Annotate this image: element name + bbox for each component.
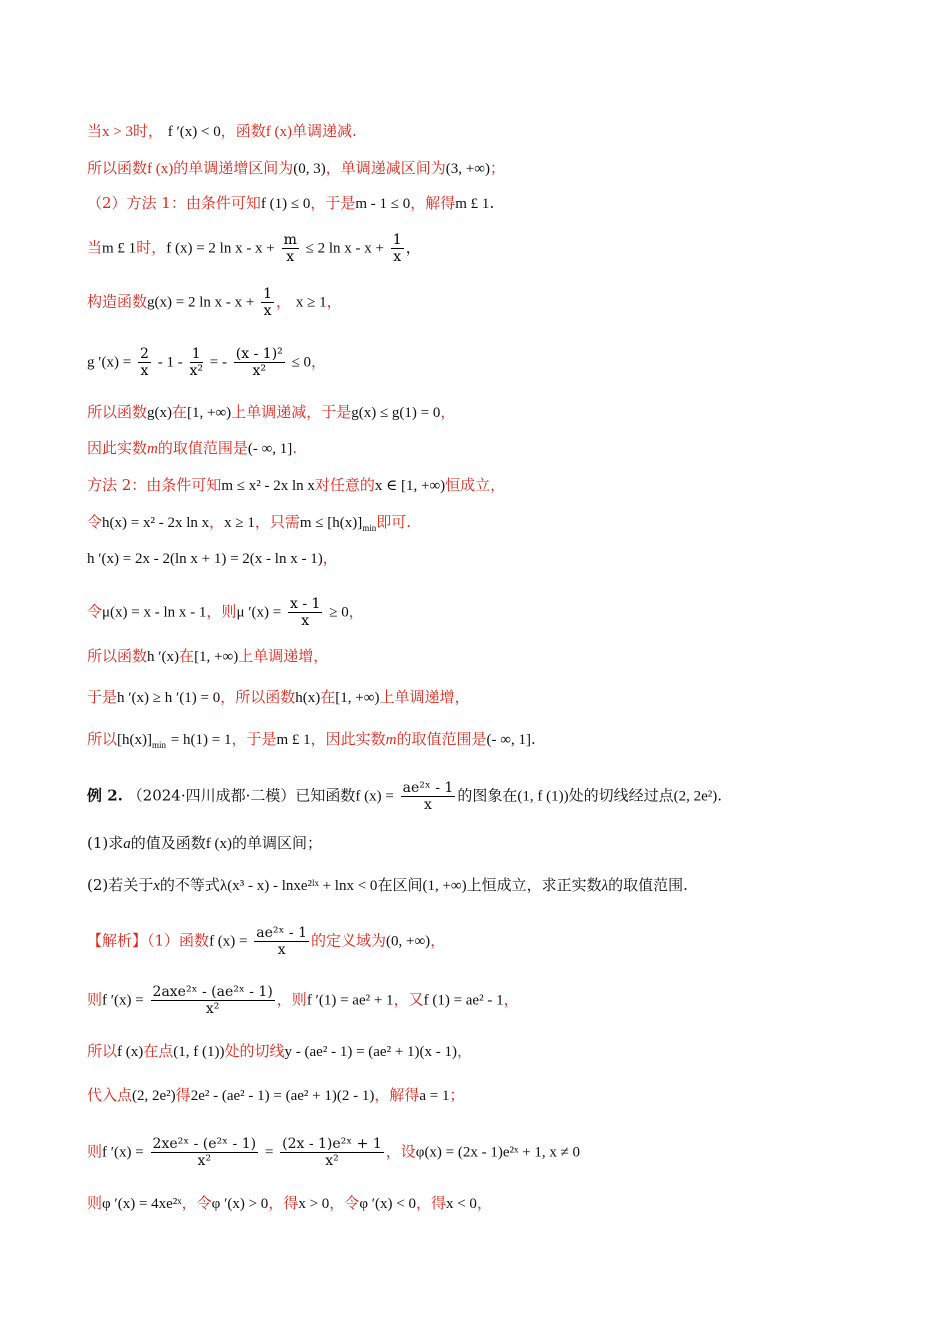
numerator: ae²ˣ - 1 (402, 780, 454, 796)
text: 即可. (376, 513, 412, 531)
math: h(x) = x² - 2x ln x (102, 515, 210, 531)
denominator: x² (197, 1153, 212, 1169)
math: x < 0 (445, 1196, 477, 1212)
math: x > 0 (298, 1196, 330, 1212)
proof-line-10 (87, 511, 411, 539)
text: ，解得 (410, 194, 456, 212)
text: 处的切线经过点 (568, 786, 674, 805)
text: . (292, 439, 298, 457)
text: ； (489, 159, 505, 177)
text: 在 (172, 403, 188, 421)
text: ，单调递减区间为 (325, 159, 446, 177)
math: φ(x) = (2x - 1)e²ˣ + 1, x ≠ 0 (415, 1144, 581, 1161)
text: ， (430, 931, 446, 950)
denominator: x (140, 363, 149, 379)
fraction (190, 346, 204, 379)
math: f (1) ≤ 0 (260, 196, 311, 212)
text: 在 (320, 688, 336, 706)
text: 对任意的 (314, 476, 375, 494)
math: [1, +∞) (187, 405, 232, 421)
text: 的取值范围是 (157, 439, 248, 457)
text: 所以 (87, 1042, 118, 1060)
denominator: x (277, 942, 286, 958)
denominator: x (263, 303, 272, 319)
math: = (264, 1144, 274, 1161)
text: 的单调区间； (232, 834, 323, 852)
text: ， (476, 1194, 492, 1212)
proof-line-13 (87, 645, 328, 668)
text: 在 (179, 647, 195, 665)
text: ， (457, 1042, 473, 1060)
solution-line-6 (87, 1192, 492, 1215)
text: 所以函数 (87, 159, 148, 177)
subscript: min (152, 740, 167, 750)
text: 所以函数 (87, 403, 148, 421)
text: ， (326, 292, 342, 311)
proof-line-9 (87, 474, 505, 497)
proof-line-4 (87, 232, 421, 265)
text: 的值及函数 (130, 834, 206, 852)
proof-line-6 (87, 346, 326, 379)
text: . (717, 786, 723, 805)
text: ， (311, 352, 327, 371)
analysis-label: 【解析】 (87, 931, 148, 950)
proof-line-1 (87, 120, 357, 143)
math: [h(x)] (117, 732, 152, 748)
math: = - (209, 354, 228, 371)
math: λ (601, 878, 609, 894)
numerator: 1 (263, 286, 273, 302)
fraction (234, 346, 285, 379)
numerator: ae²ˣ - 1 (256, 925, 308, 941)
text: 则 (87, 1142, 103, 1161)
numerator: 2xe²ˣ - (e²ˣ - 1) (152, 1136, 257, 1152)
math: x > 3 (102, 124, 133, 140)
math: f ′(x) = (102, 992, 144, 1009)
text: 令 (87, 602, 103, 621)
text: (2)若关于 (87, 876, 154, 894)
math: (1, f (1)) (173, 1044, 225, 1060)
text: 的取值范围. (608, 876, 688, 894)
proof-line-8 (87, 437, 297, 460)
text: ， (348, 602, 364, 621)
math: f (1) = ae² - 1 (423, 992, 504, 1009)
text: ，函数 (220, 122, 266, 140)
math: g(x) (147, 405, 173, 421)
denominator: x (301, 613, 310, 629)
text: 上单调递增， (379, 688, 470, 706)
text: ，得 (415, 1194, 446, 1212)
text: 的单调递增区间为 (173, 159, 294, 177)
math: x ≥ 1 (224, 515, 255, 531)
fraction (280, 1136, 384, 1169)
math: f (x) = (355, 788, 394, 805)
text: 构造函数 (87, 292, 148, 311)
fraction (391, 232, 404, 265)
solution-line-4 (87, 1084, 465, 1107)
question-2 (87, 874, 688, 897)
text: 所以 (87, 730, 118, 748)
numerator: m (283, 232, 297, 248)
math: (1, +∞) (422, 878, 467, 894)
math: y - (ae² - 1) = (ae² + 1)(x - 1) (284, 1044, 458, 1060)
text: 恒成立， (445, 476, 506, 494)
math: a (123, 836, 131, 852)
text: 时， (132, 122, 163, 140)
math: (- ∞, 1] (247, 441, 293, 457)
example-label: 例 2. (87, 786, 123, 805)
math: m £ 1 (276, 732, 311, 748)
numerator: 1 (392, 232, 402, 248)
denominator: x² (189, 363, 204, 379)
text: ，设 (385, 1142, 416, 1161)
text: 上单调递减，于是 (231, 403, 352, 421)
solution-line-3 (87, 1040, 472, 1063)
solution-line-1 (87, 925, 445, 958)
text: ； (449, 1086, 465, 1104)
text: 的不等式 (159, 876, 220, 894)
proof-line-11 (87, 547, 338, 570)
math: (3, +∞) (445, 161, 490, 177)
text: ，则 (276, 990, 307, 1009)
math: m ≤ [h(x)] (299, 515, 363, 531)
fraction (138, 346, 151, 379)
math: f (x) = 2 ln x - x + (166, 240, 275, 257)
proof-line-15 (87, 728, 536, 756)
text: 所以函数 (87, 647, 148, 665)
text: ，所以函数 (220, 688, 296, 706)
math: = h(1) = 1 (170, 732, 232, 748)
math: g(x) = 2 ln x - x + (147, 294, 255, 311)
text: ，令 (329, 1194, 360, 1212)
text: 则 (87, 1194, 103, 1212)
math: - 1 - (157, 354, 183, 371)
text: 当 (87, 238, 103, 257)
subscript: min (362, 523, 377, 533)
numerator: (2x - 1)e²ˣ + 1 (282, 1136, 382, 1152)
math: g(x) ≤ g(1) = 0 (351, 405, 441, 421)
math: ≤ 2 ln x - x + (305, 240, 384, 257)
denominator: x² (325, 1153, 339, 1169)
math: [1, +∞) (194, 649, 239, 665)
text: 在区间 (377, 876, 423, 894)
text: ， (209, 513, 225, 531)
text: 单调递减. (292, 122, 357, 140)
example-2-statement (87, 780, 722, 813)
math: f (x) (147, 161, 174, 177)
numerator: 1 (190, 346, 204, 363)
math: m ≤ x² - 2x ln x (221, 478, 315, 494)
math: (- ∞, 1] (486, 732, 531, 748)
denominator: x² (205, 1001, 220, 1017)
denominator: x (393, 249, 402, 265)
text: (1)求 (87, 834, 124, 852)
math: ≥ 0 (329, 604, 349, 621)
text: （2）方法 1：由条件可知 (87, 194, 261, 212)
text: （2024·四川成都·二模）已知函数 (127, 786, 356, 805)
text: 令 (87, 513, 103, 531)
math: m £ 1 (102, 240, 137, 257)
proof-line-3 (87, 192, 494, 215)
text: 代入点 (87, 1086, 133, 1104)
text: ，因此实数 (310, 730, 386, 748)
numerator: 2axe²ˣ - (ae²ˣ - 1) (152, 984, 273, 1000)
fraction (401, 780, 456, 813)
text: 于是 (87, 688, 118, 706)
text: ，得 (268, 1194, 299, 1212)
math: f ′(1) = ae² + 1 (306, 992, 394, 1009)
text: 在点 (143, 1042, 174, 1060)
text: ，只需 (254, 513, 300, 531)
math: x ≥ 1 (295, 294, 327, 311)
math: m - 1 ≤ 0 (355, 196, 411, 212)
solution-line-2 (87, 984, 519, 1017)
text: 的图象在 (457, 786, 518, 805)
text: 的取值范围是 (396, 730, 487, 748)
text: （1）函数 (147, 931, 210, 950)
math: μ ′(x) = (236, 604, 282, 621)
math: φ ′(x) = 4xe²ˣ (102, 1196, 182, 1212)
math: (2, 2e²) (673, 788, 718, 805)
text: ，令 (181, 1194, 212, 1212)
denominator: x² (252, 363, 267, 379)
fraction (261, 286, 274, 319)
fraction (288, 596, 322, 629)
math: h ′(x) ≥ h ′(1) = 0 (117, 690, 221, 706)
text: ，则 (206, 602, 237, 621)
math: (2, 2e²) (132, 1088, 176, 1104)
proof-line-12 (87, 596, 364, 629)
text: . (489, 194, 495, 212)
math: f ′(x) = (102, 1144, 144, 1161)
text: ，于是 (310, 194, 356, 212)
text: ， (276, 292, 292, 311)
proof-line-14 (87, 686, 469, 709)
math: m (147, 441, 158, 457)
math: x ∈ [1, +∞) (374, 478, 446, 494)
math: φ ′(x) > 0 (211, 1196, 269, 1212)
math: (1, f (1)) (517, 788, 569, 805)
fraction (151, 1136, 259, 1169)
math: h(x) (295, 690, 321, 706)
fraction (282, 232, 299, 265)
text: 当 (87, 122, 103, 140)
question-1 (87, 832, 322, 855)
math: g ′(x) = (87, 354, 132, 371)
denominator: x (286, 249, 295, 265)
proof-line-7 (87, 401, 455, 424)
text: 处的切线 (224, 1042, 285, 1060)
numerator: 2 (140, 346, 149, 362)
math: f (x) (205, 836, 233, 852)
text: 上恒成立，求正实数 (466, 876, 602, 894)
fraction (254, 925, 309, 958)
math: m £ 1 (455, 196, 490, 212)
text: ， (322, 549, 338, 567)
text: ， (440, 403, 456, 421)
math: f (x) = (209, 933, 248, 950)
text: 时， (136, 238, 167, 257)
proof-line-5 (87, 286, 342, 319)
text: 则 (87, 990, 103, 1009)
text: ， (405, 238, 421, 257)
text: 的定义域为 (311, 931, 387, 950)
proof-line-2 (87, 157, 505, 180)
math: h ′(x) (147, 649, 180, 665)
text: ， (503, 990, 519, 1009)
math: f ′(x) < 0 (167, 124, 221, 140)
text: 因此实数 (87, 439, 148, 457)
math: [1, +∞) (335, 690, 380, 706)
math: f (x) (117, 1044, 144, 1060)
math: x (153, 878, 160, 894)
math: f (x) (265, 124, 293, 140)
math: μ(x) = x - ln x - 1 (102, 604, 207, 621)
math: φ ′(x) < 0 (359, 1196, 416, 1212)
fraction (151, 984, 275, 1017)
denominator: x (424, 797, 432, 813)
math: a = 1 (419, 1088, 450, 1104)
text: 上单调递增， (238, 647, 329, 665)
math: ≤ 0 (291, 354, 312, 371)
math: 2e² - (ae² - 1) = (ae² + 1)(2 - 1) (190, 1088, 375, 1104)
numerator: x - 1 (290, 596, 321, 612)
text: 得 (175, 1086, 191, 1104)
math: (0, +∞) (386, 933, 431, 950)
math: m (385, 732, 397, 748)
text: ，于是 (231, 730, 277, 748)
numerator: (x - 1)² (235, 346, 283, 362)
text: ，又 (393, 990, 424, 1009)
solution-line-5 (87, 1136, 580, 1169)
text: ，解得 (374, 1086, 420, 1104)
text: 方法 2：由条件可知 (87, 476, 222, 494)
math: h ′(x) = 2x - 2(ln x + 1) = 2(x - ln x - 1) (87, 551, 323, 567)
math: λ(x³ - x) - lnxe²ˡˣ + lnx < 0 (219, 878, 378, 894)
math: (0, 3) (293, 161, 326, 177)
text: . (530, 730, 536, 748)
